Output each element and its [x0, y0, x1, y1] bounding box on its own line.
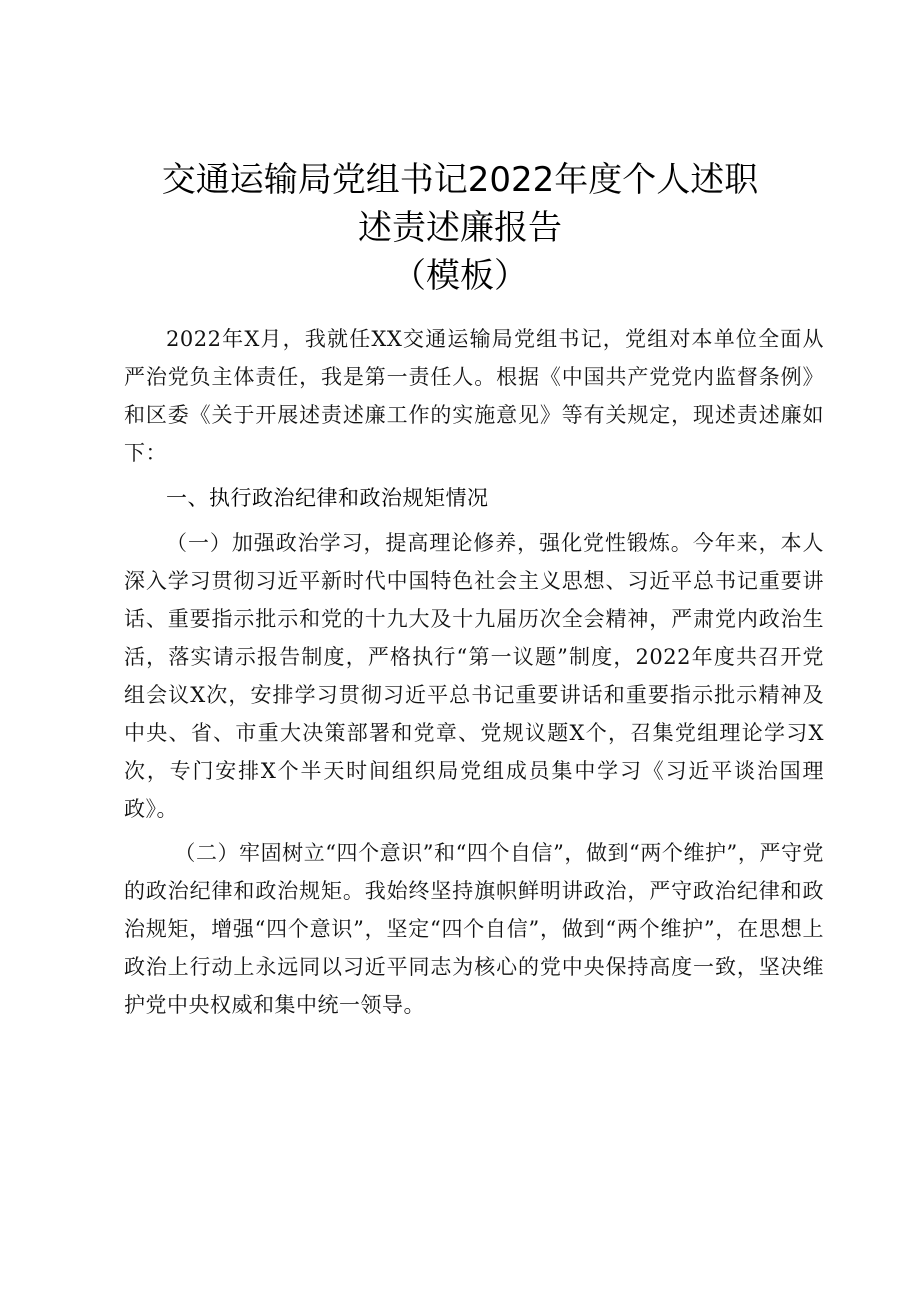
title-line-1: 交通运输局党组书记2022年度个人述职: [161, 160, 759, 200]
intro-paragraph: 2022年X月，我就任XX交通运输局党组书记，党组对本单位全面从严治党负主体责任，我是第一责任人。根据《中国共产党党内监督条例》和区委《关于开展述责述廉工作的实施意见》等有关规定，现述责述廉如下：: [124, 327, 824, 465]
section-paragraph-2: （二）牢固树立“四个意识”和“四个自信”，做到“两个维护”，严守党的政治纪律和政治规矩。我始终坚持旗帜鲜明讲政治，严守政治纪律和政治规矩，增强“四个意识”，坚定“四个自信”，做到“两个维护”，在思想上政治上行动上永远同以习近平同志为核心的党中央保持高度一致，坚决维护党中央权威和集中统一领导。: [124, 841, 824, 1017]
title-line-2: 述责述廉报告: [358, 208, 562, 248]
title-line-3: （模板）: [392, 256, 528, 296]
section-heading: 一、执行政治纪律和政治规矩情况: [166, 486, 489, 510]
document-body: [124, 320, 824, 1024]
section-paragraph-1: （一）加强政治学习，提高理论修养，强化党性锻炼。今年来，本人深入学习贯彻习近平新时代中国特色社会主义思想、习近平总书记重要讲话、重要指示批示和党的十九大及十九届历次全会精神，严肃党内政治生活，落实请示报告制度，严格执行“第一议题”制度，2022年度共召开党组会议X次，安排学习贯彻习近平总书记重要讲话和重要指示批示精神及中央、省、市重大决策部署和党章、党规议题X个，召集党组理论学习X次，专门安排X个半天时间组织局党组成员集中学习《习近平谈治国理政》。: [124, 531, 824, 821]
document-title: [0, 156, 920, 300]
